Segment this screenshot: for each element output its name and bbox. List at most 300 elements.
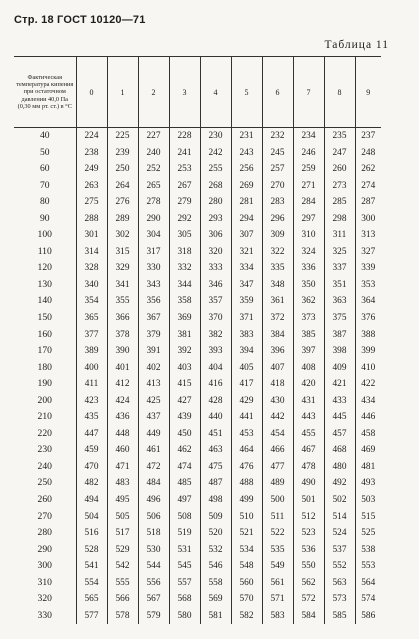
table-cell: 461 xyxy=(138,442,169,459)
table-cell: 298 xyxy=(324,211,355,228)
table-cell: 361 xyxy=(262,293,293,310)
table-cell: 280 xyxy=(200,194,231,211)
table-cell: 437 xyxy=(138,409,169,426)
table-cell: 336 xyxy=(293,260,324,277)
table-cell: 340 xyxy=(76,277,107,294)
table-cell: 384 xyxy=(262,327,293,344)
table-cell: 586 xyxy=(355,608,381,625)
table-cell: 428 xyxy=(200,393,231,410)
table-cell: 243 xyxy=(231,145,262,162)
row-temperature: 60 xyxy=(14,161,76,178)
table-cell: 310 xyxy=(293,227,324,244)
table-cell: 571 xyxy=(262,591,293,608)
table-cell: 307 xyxy=(231,227,262,244)
table-row xyxy=(14,376,381,393)
table-cell: 300 xyxy=(355,211,381,228)
table-cell: 405 xyxy=(231,360,262,377)
table-cell: 545 xyxy=(169,558,200,575)
table-cell: 529 xyxy=(107,542,138,559)
table-cell: 425 xyxy=(138,393,169,410)
table-row xyxy=(14,194,381,211)
table-cell: 330 xyxy=(138,260,169,277)
table-cell: 536 xyxy=(293,542,324,559)
table-row xyxy=(14,244,381,261)
table-cell: 309 xyxy=(262,227,293,244)
table-cell: 398 xyxy=(324,343,355,360)
table-cell: 498 xyxy=(200,492,231,509)
table-cell: 355 xyxy=(107,293,138,310)
table-cell: 494 xyxy=(76,492,107,509)
table-cell: 572 xyxy=(293,591,324,608)
table-cell: 407 xyxy=(262,360,293,377)
table-cell: 231 xyxy=(231,128,262,145)
table-cell: 363 xyxy=(324,293,355,310)
table-cell: 284 xyxy=(293,194,324,211)
table-row xyxy=(14,426,381,443)
table-cell: 408 xyxy=(293,360,324,377)
row-temperature: 330 xyxy=(14,608,76,625)
table-cell: 434 xyxy=(355,393,381,410)
table-cell: 415 xyxy=(169,376,200,393)
table-cell: 362 xyxy=(293,293,324,310)
table-cell: 337 xyxy=(324,260,355,277)
table-cell: 469 xyxy=(355,442,381,459)
table-cell: 570 xyxy=(231,591,262,608)
table-cell: 453 xyxy=(231,426,262,443)
table-cell: 514 xyxy=(324,509,355,526)
table-cell: 460 xyxy=(107,442,138,459)
table-cell: 518 xyxy=(138,525,169,542)
row-temperature: 240 xyxy=(14,459,76,476)
table-cell: 288 xyxy=(76,211,107,228)
table-cell: 471 xyxy=(107,459,138,476)
table-cell: 376 xyxy=(355,310,381,327)
running-head: Стр. 18 ГОСТ 10120—71 xyxy=(14,14,146,26)
table-cell: 357 xyxy=(200,293,231,310)
row-temperature: 120 xyxy=(14,260,76,277)
header-column-7: 7 xyxy=(293,57,324,128)
table-row xyxy=(14,310,381,327)
table-cell: 377 xyxy=(76,327,107,344)
table-cell: 276 xyxy=(107,194,138,211)
table-cell: 359 xyxy=(231,293,262,310)
table-cell: 552 xyxy=(324,558,355,575)
table-cell: 544 xyxy=(138,558,169,575)
table-cell: 328 xyxy=(76,260,107,277)
row-temperature: 280 xyxy=(14,525,76,542)
table-cell: 269 xyxy=(231,178,262,195)
table-cell: 439 xyxy=(169,409,200,426)
table-cell: 443 xyxy=(293,409,324,426)
table-row xyxy=(14,161,381,178)
table-cell: 563 xyxy=(324,575,355,592)
row-temperature: 180 xyxy=(14,360,76,377)
table-cell: 550 xyxy=(293,558,324,575)
table-cell: 281 xyxy=(231,194,262,211)
table-cell: 499 xyxy=(231,492,262,509)
table-cell: 413 xyxy=(138,376,169,393)
table-cell: 477 xyxy=(262,459,293,476)
row-temperature: 130 xyxy=(14,277,76,294)
table-header-row xyxy=(14,57,381,128)
row-temperature: 140 xyxy=(14,293,76,310)
table-cell: 517 xyxy=(107,525,138,542)
row-temperature: 250 xyxy=(14,475,76,492)
table-cell: 343 xyxy=(138,277,169,294)
table-row xyxy=(14,343,381,360)
table-cell: 509 xyxy=(200,509,231,526)
table-cell: 228 xyxy=(169,128,200,145)
table-cell: 472 xyxy=(138,459,169,476)
table-cell: 520 xyxy=(200,525,231,542)
table-row xyxy=(14,327,381,344)
table-cell: 287 xyxy=(355,194,381,211)
table-row xyxy=(14,178,381,195)
table-cell: 348 xyxy=(262,277,293,294)
table-cell: 565 xyxy=(76,591,107,608)
table-cell: 260 xyxy=(324,161,355,178)
table-row xyxy=(14,575,381,592)
table-row xyxy=(14,591,381,608)
table-cell: 475 xyxy=(200,459,231,476)
table-cell: 505 xyxy=(107,509,138,526)
table-cell: 305 xyxy=(169,227,200,244)
table-cell: 321 xyxy=(231,244,262,261)
table-cell: 493 xyxy=(355,475,381,492)
table-cell: 449 xyxy=(138,426,169,443)
table-cell: 403 xyxy=(169,360,200,377)
table-cell: 278 xyxy=(138,194,169,211)
table-cell: 259 xyxy=(293,161,324,178)
table-cell: 354 xyxy=(76,293,107,310)
table-cell: 495 xyxy=(107,492,138,509)
table-cell: 496 xyxy=(138,492,169,509)
table-cell: 492 xyxy=(324,475,355,492)
table-cell: 257 xyxy=(262,161,293,178)
table-cell: 399 xyxy=(355,343,381,360)
row-temperature: 70 xyxy=(14,178,76,195)
table-cell: 227 xyxy=(138,128,169,145)
table-label: Таблица 11 xyxy=(324,39,389,51)
table-cell: 579 xyxy=(138,608,169,625)
row-temperature: 230 xyxy=(14,442,76,459)
table-cell: 441 xyxy=(231,409,262,426)
table-cell: 242 xyxy=(200,145,231,162)
table-cell: 339 xyxy=(355,260,381,277)
table-cell: 334 xyxy=(231,260,262,277)
table-cell: 463 xyxy=(200,442,231,459)
table-cell: 396 xyxy=(262,343,293,360)
row-temperature: 200 xyxy=(14,393,76,410)
table-cell: 252 xyxy=(138,161,169,178)
table-cell: 501 xyxy=(293,492,324,509)
table-cell: 350 xyxy=(293,277,324,294)
table-row xyxy=(14,442,381,459)
table-cell: 562 xyxy=(293,575,324,592)
table-cell: 416 xyxy=(200,376,231,393)
table-cell: 389 xyxy=(76,343,107,360)
table-cell: 446 xyxy=(355,409,381,426)
row-temperature: 310 xyxy=(14,575,76,592)
table-cell: 464 xyxy=(231,442,262,459)
table-cell: 365 xyxy=(76,310,107,327)
table-cell: 581 xyxy=(200,608,231,625)
table-cell: 508 xyxy=(169,509,200,526)
table-cell: 553 xyxy=(355,558,381,575)
table-cell: 292 xyxy=(169,211,200,228)
table-cell: 273 xyxy=(324,178,355,195)
table-cell: 375 xyxy=(324,310,355,327)
table-cell: 296 xyxy=(262,211,293,228)
table-cell: 313 xyxy=(355,227,381,244)
table-cell: 246 xyxy=(293,145,324,162)
row-temperature: 100 xyxy=(14,227,76,244)
table-cell: 506 xyxy=(138,509,169,526)
table-cell: 561 xyxy=(262,575,293,592)
table-cell: 241 xyxy=(169,145,200,162)
row-temperature: 90 xyxy=(14,211,76,228)
table-row xyxy=(14,525,381,542)
header-column-3: 3 xyxy=(169,57,200,128)
table-cell: 530 xyxy=(138,542,169,559)
table-cell: 264 xyxy=(107,178,138,195)
table-cell: 431 xyxy=(293,393,324,410)
table-cell: 510 xyxy=(231,509,262,526)
boiling-temperature-table xyxy=(14,56,381,624)
table-cell: 225 xyxy=(107,128,138,145)
table-cell: 549 xyxy=(262,558,293,575)
table-row xyxy=(14,459,381,476)
table-cell: 249 xyxy=(76,161,107,178)
header-column-4: 4 xyxy=(200,57,231,128)
row-temperature: 210 xyxy=(14,409,76,426)
table-cell: 519 xyxy=(169,525,200,542)
table-cell: 418 xyxy=(262,376,293,393)
table-cell: 402 xyxy=(138,360,169,377)
table-cell: 318 xyxy=(169,244,200,261)
table-cell: 378 xyxy=(107,327,138,344)
table-cell: 401 xyxy=(107,360,138,377)
table-cell: 335 xyxy=(262,260,293,277)
table-cell: 263 xyxy=(76,178,107,195)
table-cell: 564 xyxy=(355,575,381,592)
table-cell: 534 xyxy=(231,542,262,559)
table-cell: 555 xyxy=(107,575,138,592)
table-cell: 582 xyxy=(231,608,262,625)
table-body xyxy=(14,128,381,625)
table-cell: 516 xyxy=(76,525,107,542)
table-cell: 537 xyxy=(324,542,355,559)
table-cell: 294 xyxy=(231,211,262,228)
table-row xyxy=(14,260,381,277)
table-row xyxy=(14,409,381,426)
table-row xyxy=(14,475,381,492)
table-cell: 481 xyxy=(355,459,381,476)
table-cell: 366 xyxy=(107,310,138,327)
table-cell: 404 xyxy=(200,360,231,377)
table-cell: 390 xyxy=(107,343,138,360)
table-row xyxy=(14,128,381,145)
table-row xyxy=(14,293,381,310)
table-cell: 568 xyxy=(169,591,200,608)
table-cell: 578 xyxy=(107,608,138,625)
table-cell: 397 xyxy=(293,343,324,360)
table-row xyxy=(14,360,381,377)
table-cell: 329 xyxy=(107,260,138,277)
table-cell: 554 xyxy=(76,575,107,592)
table-cell: 344 xyxy=(169,277,200,294)
table-cell: 283 xyxy=(262,194,293,211)
table-cell: 322 xyxy=(262,244,293,261)
table-cell: 388 xyxy=(355,327,381,344)
table-cell: 370 xyxy=(200,310,231,327)
row-temperature: 40 xyxy=(14,128,76,145)
table-cell: 525 xyxy=(355,525,381,542)
table-cell: 245 xyxy=(262,145,293,162)
header-temperature-label: Фактическая температура кипения при остаточном давлении 40,0 Па (0,30 мм рт. ст.) в °С xyxy=(14,57,76,128)
table-cell: 500 xyxy=(262,492,293,509)
table-cell: 580 xyxy=(169,608,200,625)
table-cell: 290 xyxy=(138,211,169,228)
row-temperature: 270 xyxy=(14,509,76,526)
table-cell: 267 xyxy=(169,178,200,195)
table-cell: 457 xyxy=(324,426,355,443)
table-cell: 503 xyxy=(355,492,381,509)
table-cell: 417 xyxy=(231,376,262,393)
table-cell: 468 xyxy=(324,442,355,459)
table-cell: 515 xyxy=(355,509,381,526)
table-cell: 435 xyxy=(76,409,107,426)
table-cell: 311 xyxy=(324,227,355,244)
table-cell: 470 xyxy=(76,459,107,476)
table-cell: 411 xyxy=(76,376,107,393)
table-cell: 379 xyxy=(138,327,169,344)
table-cell: 230 xyxy=(200,128,231,145)
table-cell: 262 xyxy=(355,161,381,178)
table-cell: 427 xyxy=(169,393,200,410)
table-cell: 483 xyxy=(107,475,138,492)
table-cell: 583 xyxy=(262,608,293,625)
table-cell: 466 xyxy=(262,442,293,459)
table-cell: 566 xyxy=(107,591,138,608)
table-cell: 430 xyxy=(262,393,293,410)
table-cell: 451 xyxy=(200,426,231,443)
table-cell: 373 xyxy=(293,310,324,327)
table-cell: 557 xyxy=(169,575,200,592)
table-cell: 535 xyxy=(262,542,293,559)
table-cell: 364 xyxy=(355,293,381,310)
table-cell: 480 xyxy=(324,459,355,476)
table-cell: 301 xyxy=(76,227,107,244)
table-cell: 423 xyxy=(76,393,107,410)
table-cell: 232 xyxy=(262,128,293,145)
table-cell: 393 xyxy=(200,343,231,360)
table-cell: 239 xyxy=(107,145,138,162)
table-cell: 541 xyxy=(76,558,107,575)
table-cell: 369 xyxy=(169,310,200,327)
table-cell: 474 xyxy=(169,459,200,476)
table-cell: 454 xyxy=(262,426,293,443)
table-cell: 521 xyxy=(231,525,262,542)
table-cell: 315 xyxy=(107,244,138,261)
table-cell: 429 xyxy=(231,393,262,410)
table-cell: 532 xyxy=(200,542,231,559)
row-temperature: 80 xyxy=(14,194,76,211)
table-cell: 577 xyxy=(76,608,107,625)
row-temperature: 190 xyxy=(14,376,76,393)
table-cell: 383 xyxy=(231,327,262,344)
table-cell: 490 xyxy=(293,475,324,492)
table-cell: 394 xyxy=(231,343,262,360)
row-temperature: 220 xyxy=(14,426,76,443)
table-cell: 381 xyxy=(169,327,200,344)
table-cell: 293 xyxy=(200,211,231,228)
header-column-0: 0 xyxy=(76,57,107,128)
table-row xyxy=(14,608,381,625)
table-cell: 391 xyxy=(138,343,169,360)
table-cell: 504 xyxy=(76,509,107,526)
table-cell: 531 xyxy=(169,542,200,559)
table-row xyxy=(14,145,381,162)
table-cell: 314 xyxy=(76,244,107,261)
row-temperature: 260 xyxy=(14,492,76,509)
table-cell: 235 xyxy=(324,128,355,145)
table-cell: 358 xyxy=(169,293,200,310)
table-cell: 558 xyxy=(200,575,231,592)
header-column-8: 8 xyxy=(324,57,355,128)
table-row xyxy=(14,492,381,509)
table-cell: 371 xyxy=(231,310,262,327)
table-row xyxy=(14,558,381,575)
table-cell: 317 xyxy=(138,244,169,261)
table-cell: 489 xyxy=(262,475,293,492)
table-cell: 333 xyxy=(200,260,231,277)
table-cell: 270 xyxy=(262,178,293,195)
table-cell: 482 xyxy=(76,475,107,492)
table-cell: 502 xyxy=(324,492,355,509)
table-cell: 250 xyxy=(107,161,138,178)
table-cell: 458 xyxy=(355,426,381,443)
row-temperature: 290 xyxy=(14,542,76,559)
row-temperature: 320 xyxy=(14,591,76,608)
table-cell: 422 xyxy=(355,376,381,393)
table-cell: 306 xyxy=(200,227,231,244)
table-cell: 253 xyxy=(169,161,200,178)
table-cell: 274 xyxy=(355,178,381,195)
table-cell: 488 xyxy=(231,475,262,492)
table-cell: 325 xyxy=(324,244,355,261)
table-cell: 304 xyxy=(138,227,169,244)
table-cell: 224 xyxy=(76,128,107,145)
table-cell: 409 xyxy=(324,360,355,377)
header-column-5: 5 xyxy=(231,57,262,128)
table-row xyxy=(14,509,381,526)
table-cell: 546 xyxy=(200,558,231,575)
row-temperature: 110 xyxy=(14,244,76,261)
table-cell: 238 xyxy=(76,145,107,162)
table-cell: 400 xyxy=(76,360,107,377)
table-cell: 511 xyxy=(262,509,293,526)
table-cell: 485 xyxy=(169,475,200,492)
table-cell: 256 xyxy=(231,161,262,178)
table-cell: 302 xyxy=(107,227,138,244)
table-cell: 467 xyxy=(293,442,324,459)
header-column-6: 6 xyxy=(262,57,293,128)
table-cell: 584 xyxy=(293,608,324,625)
table-cell: 497 xyxy=(169,492,200,509)
table-cell: 447 xyxy=(76,426,107,443)
table-cell: 523 xyxy=(293,525,324,542)
